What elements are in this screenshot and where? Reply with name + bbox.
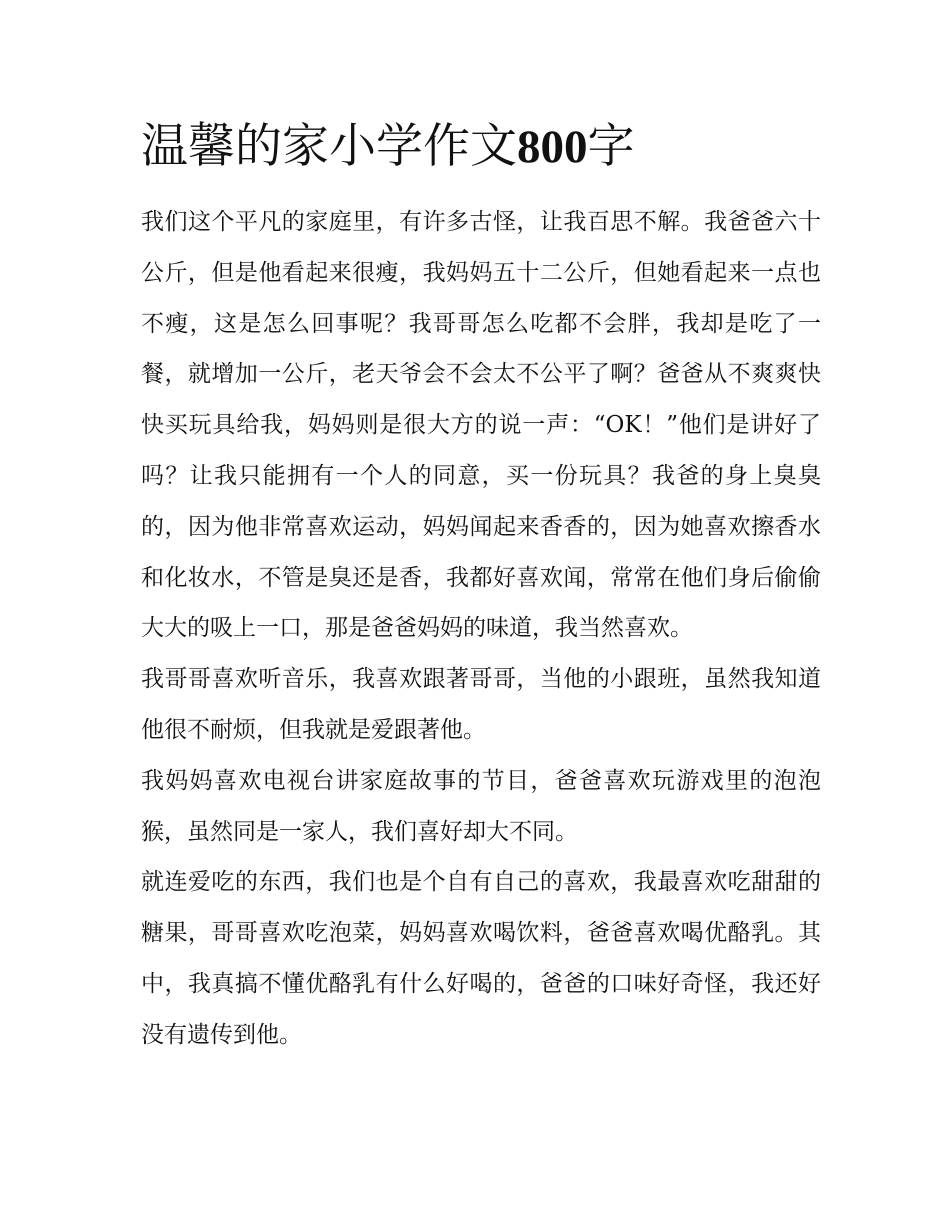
title-suffix: 字 [587,119,635,174]
title-number: 800 [517,121,588,173]
page-title [141,116,635,178]
paragraph-1: 我们这个平凡的家庭里，有许多古怪，让我百思不解。我爸爸六十公斤，但是他看起来很瘦，我妈妈五十二公斤，但她看起来一点也不瘦，这是怎么回事呢？我哥哥怎么吃都不会胖，我却是吃了一餐，就增加一公斤，老天爷会不会太不公平了啊？爸爸从不爽爽快快买玩具给我，妈妈则是很大方的说一声：“OK！”他们是讲好了吗？让我只能拥有一个人的同意，买一份玩具？我爸的身上臭臭的，因为他非常喜欢运动，妈妈闻起来香香的，因为她喜欢擦香水和化妆水，不管是臭还是香，我都好喜欢闻，常常在他们身后偷偷大大的吸上一口，那是爸爸妈妈的味道，我当然喜欢。 [141,209,821,642]
title-text: 温馨的家小学作文 [141,119,517,174]
paragraph-3: 我妈妈喜欢电视台讲家庭故事的节目，爸爸喜欢玩游戏里的泡泡猴，虽然同是一家人，我们喜好却大不同。 [141,767,821,845]
paragraph-2: 我哥哥喜欢听音乐，我喜欢跟著哥哥，当他的小跟班，虽然我知道他很不耐烦，但我就是爱跟著他。 [141,666,821,743]
article-body [141,197,821,1061]
paragraph-4: 就连爱吃的东西，我们也是个自有自己的喜欢，我最喜欢吃甜甜的糖果，哥哥喜欢吃泡菜，妈妈喜欢喝饮料，爸爸喜欢喝优酪乳。其中，我真搞不懂优酪乳有什么好喝的，爸爸的口味好奇怪，我还好没有遗传到他。 [141,869,821,1048]
